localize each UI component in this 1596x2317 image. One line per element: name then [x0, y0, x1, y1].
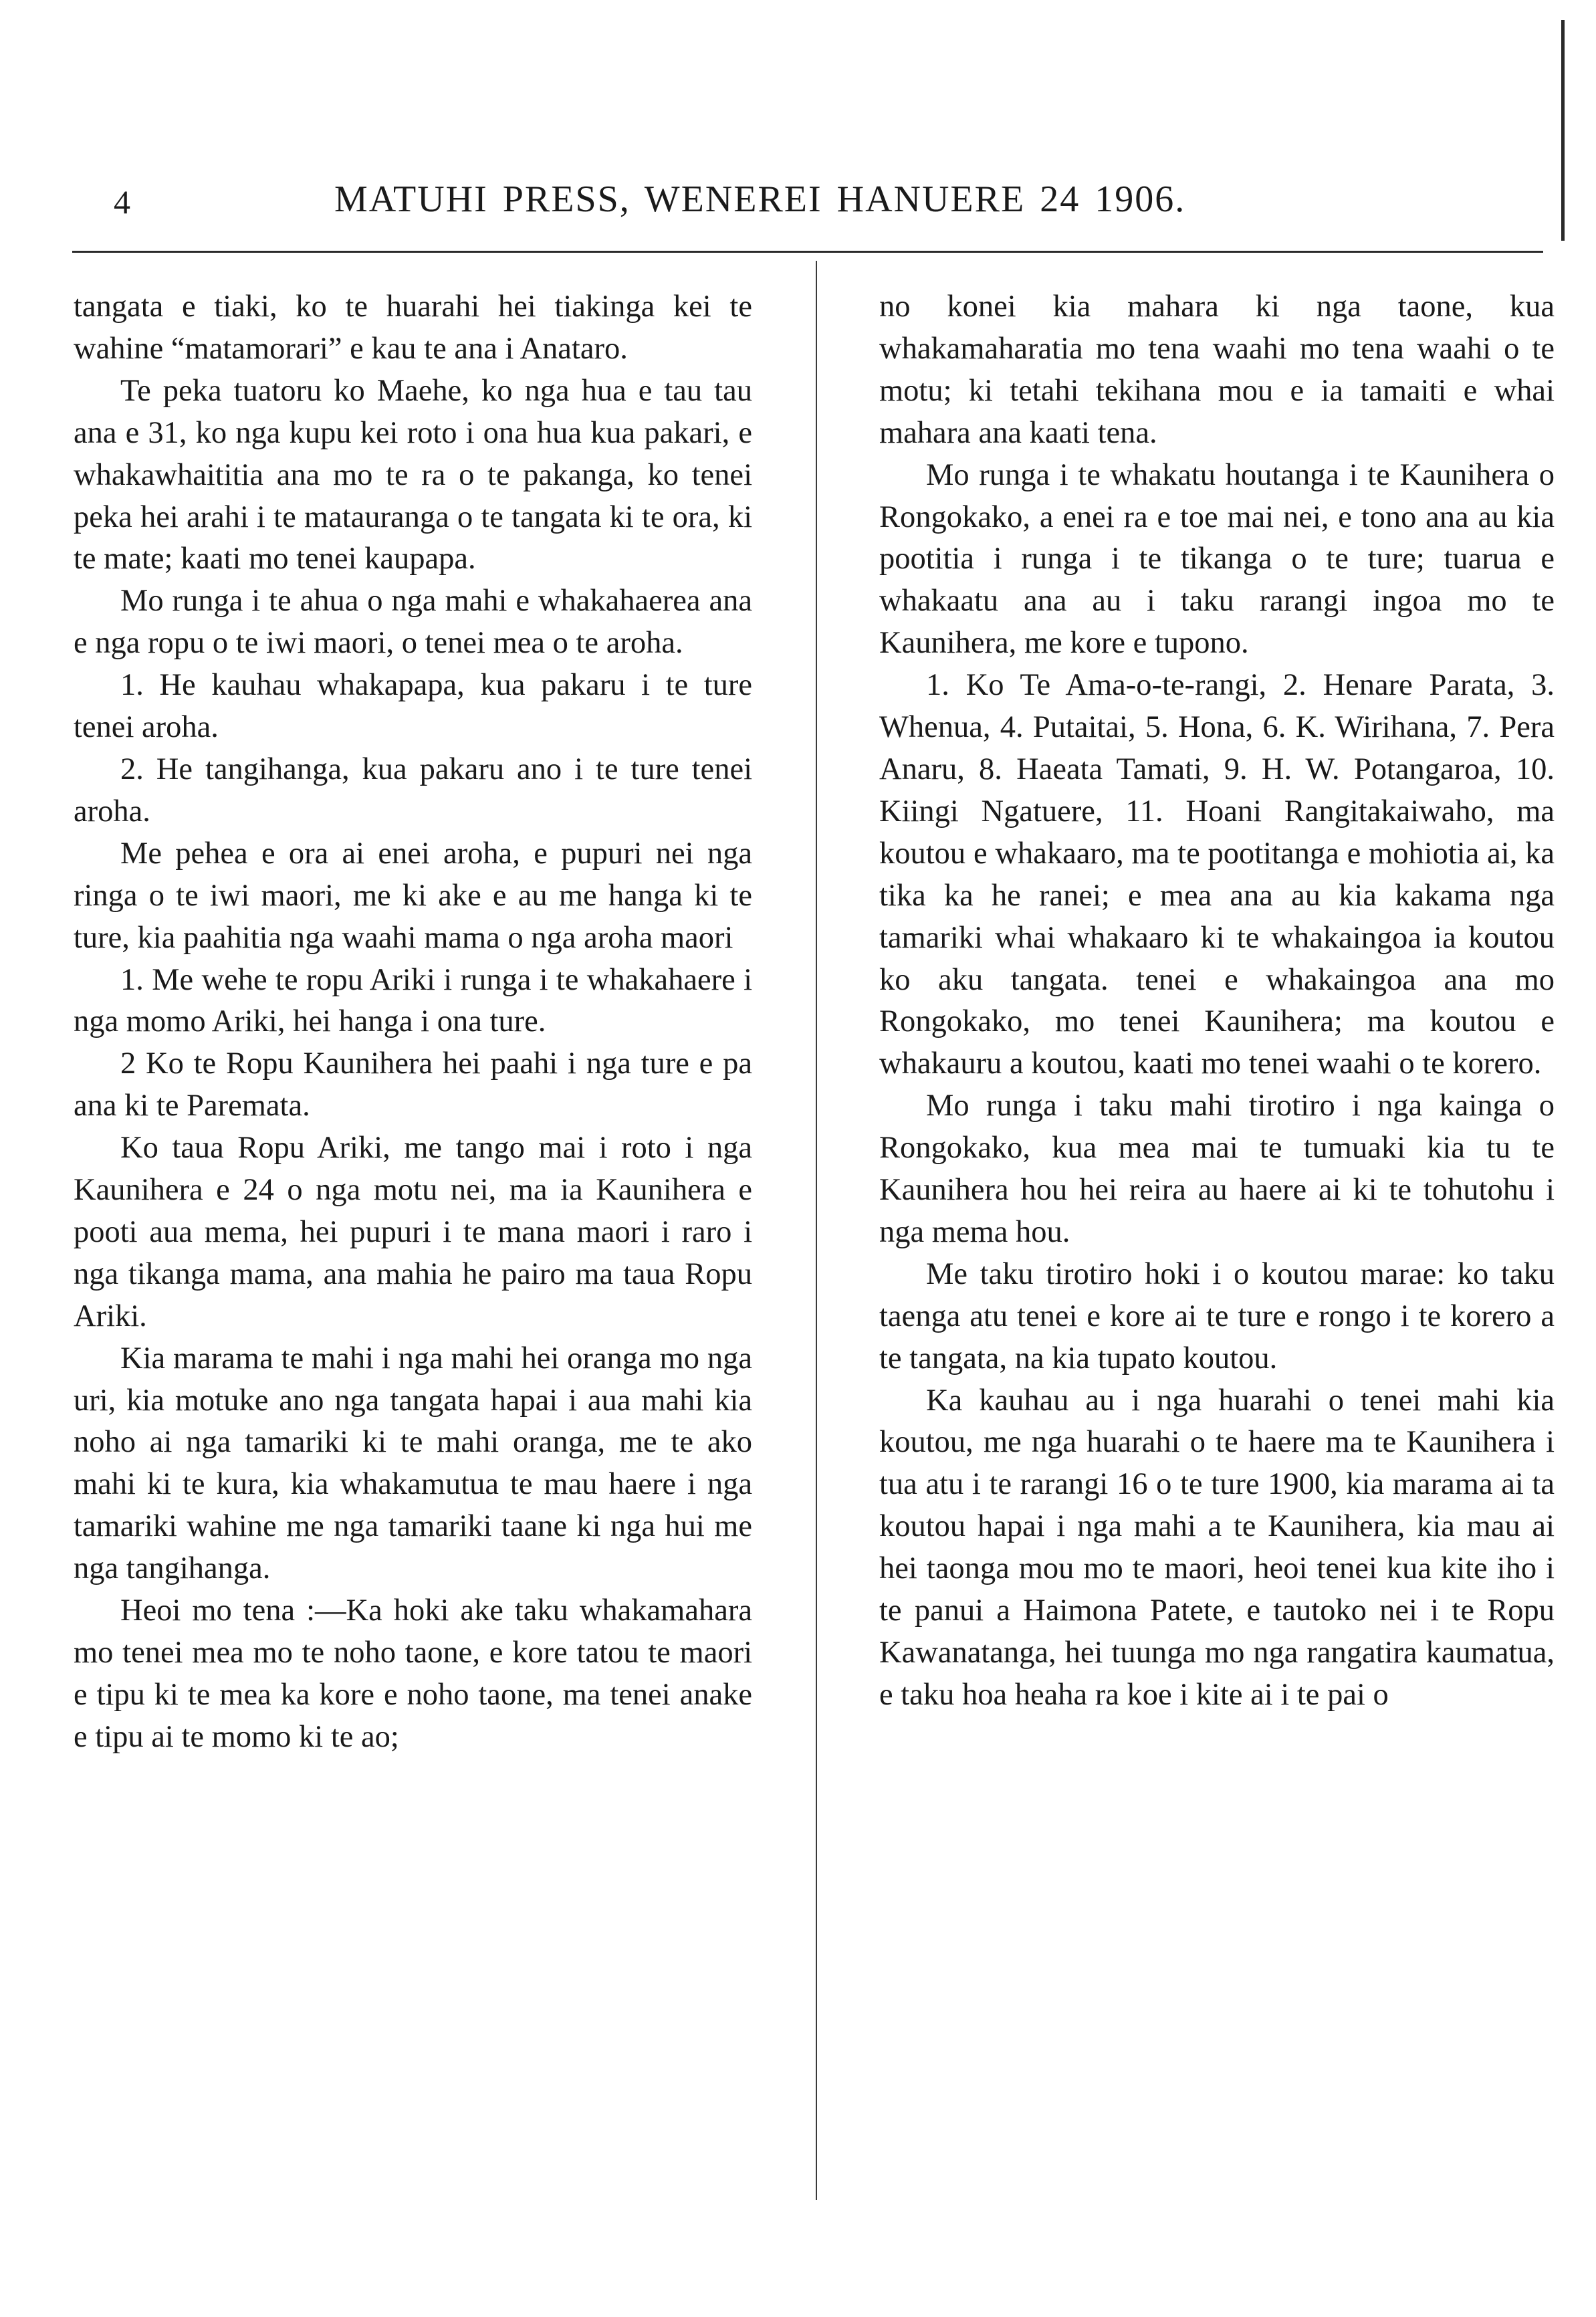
- list-item: 1. He kauhau whakapapa, kua pakaru i te ture tenei aroha.: [74, 668, 752, 745]
- list-item: 1. Ko Te Ama-o-te-rangi, 2. Henare Parata, 3. Whenua, 4. Putaitai, 5. Hona, 6. K. Wirihana, 7. Pera Anaru, 8. Haeata Tamati, 9. H. W. Potangaroa, 10. Kiingi Ngatuere, 11. Hoani Rangitakaiwaho, ma koutou e whakaaro, ma te pootitanga e mohiotia ai, ka tika ka he ranei; e mea ana au kia kakama nga tamariki whai whakaaro ki te whakaingoa ia koutou ko aku tangata. tenei e whakaingoa ana mo Rongokako, mo tenei Kaunihera; ma koutou e whakauru a koutou, kaati mo tenei waahi o te korero.: [879, 668, 1555, 1081]
- list-item: 1. Me wehe te ropu Ariki i runga i te whakahaere i nga momo Ariki, hei hanga i ona ture.: [74, 962, 752, 1039]
- margin-rule: [1561, 20, 1565, 241]
- paragraph: Kia marama te mahi i nga mahi hei oranga mo nga uri, kia motuke ano nga tangata hapai i aua mahi kia noho ai nga tamariki ki te mahi oranga, me te ako mahi ki te kura, kia whakamutua te mau haere i nga tamariki wahine me nga tamariki taane ki nga hui me nga tangihanga.: [74, 1341, 752, 1586]
- paragraph: Mo runga i te whakatu houtanga i te Kaunihera o Rongokako, a enei ra e toe mai nei, e tono ana au kia pootitia i runga i te tikanga o te ture; tuarua e whakaatu ana au i taku rarangi ingoa mo te Kaunihera, me kore e tupono.: [879, 457, 1555, 661]
- paragraph: Mo runga i te ahua o nga mahi e whakahaerea ana e nga ropu o te iwi maori, o tenei mea o te aroha.: [74, 584, 752, 661]
- paragraph: tangata e tiaki, ko te huarahi hei tiakinga kei te wahine “matamorari” e kau te ana i Anataro.: [74, 290, 752, 366]
- paragraph: Heoi mo tena :—Ka hoki ake taku whakamahara mo tenei mea mo te noho taone, e kore tatou te maori e tipu ki te mea ka kore e noho taone, ma tenei anake e tipu ai te momo ki te ao;: [74, 1593, 752, 1754]
- list-item: 2. He tangihanga, kua pakaru ano i te ture tenei aroha.: [74, 752, 752, 829]
- right-column: [879, 286, 1555, 1717]
- header-rule: [72, 251, 1543, 253]
- paragraph: Mo runga i taku mahi tirotiro i nga kainga o Rongokako, kua mea mai te tumuaki kia tu te Kaunihera hou hei reira au haere ai ki te tohutohu i nga mema hou.: [879, 1089, 1555, 1249]
- paragraph: Ko taua Ropu Ariki, me tango mai i roto i nga Kaunihera e 24 o nga motu nei, ma ia Kaunihera e pooti aua mema, hei pupuri i te mana maori i raro i nga tikanga mama, ana mahia he pairo ma taua Ropu Ariki.: [74, 1131, 752, 1333]
- running-head-title: MATUHI PRESS, WENEREI HANUERE 24 1906.: [334, 179, 1186, 220]
- paragraph: Me taku tirotiro hoki i o koutou marae: ko taku taenga atu tenei e kore ai te ture e rongo i te korero a te tangata, na kia tupato koutou.: [879, 1256, 1555, 1375]
- page-number: 4: [114, 183, 130, 221]
- paragraph: no konei kia mahara ki nga taone, kua whakamaharatia mo tena waahi mo tena waahi o te motu; ki tetahi tekihana mou e ia tamaiti e whai mahara ana kaati tena.: [879, 290, 1555, 450]
- left-column: [74, 286, 752, 1759]
- paragraph: Ka kauhau au i nga huarahi o tenei mahi kia koutou, me nga huarahi o te haere ma te Kaunihera i tua atu i te rarangi 16 o te ture 1900, kia marama ai ta koutou hapai i nga mahi a te Kaunihera, kia mau ai hei taonga mou mo te maori, heoi tenei kua kite iho i te panui a Haimona Patete, e tautoko nei i te Ropu Kawanatanga, hei tuunga mo nga rangatira kaumatua, e taku hoa heaha ra koe i kite ai i te pai o: [879, 1383, 1555, 1712]
- column-divider: [816, 261, 817, 2200]
- list-item: 2 Ko te Ropu Kaunihera hei paahi i nga ture e pa ana ki te Paremata.: [74, 1046, 752, 1123]
- paragraph: Te peka tuatoru ko Maehe, ko nga hua e tau tau ana e 31, ko nga kupu kei roto i ona hua kua pakari, e whakawhaititia ana mo te ra o te pakanga, ko tenei peka hei arahi i te matauranga o te tangata ki te ora, ki te mate; kaati mo tenei kaupapa.: [74, 373, 752, 576]
- paragraph: Me pehea e ora ai enei aroha, e pupuri nei nga ringa o te iwi maori, me ki ake e au me hanga ki te ture, kia paahitia nga waahi mama o nga aroha maori: [74, 836, 752, 955]
